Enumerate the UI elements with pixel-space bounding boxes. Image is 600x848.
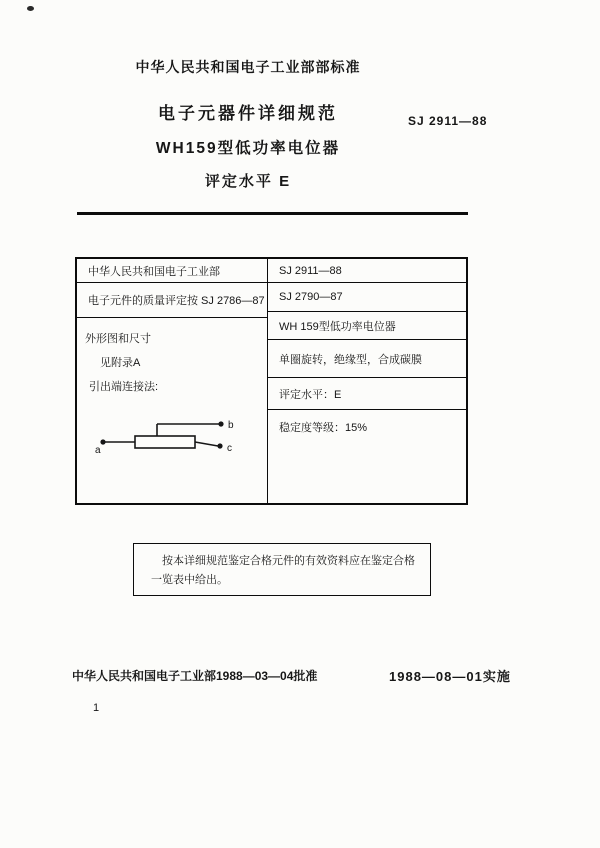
table-cell-construction: 单圈旋转，绝缘型，合成碳膜 bbox=[268, 340, 466, 378]
table-cell-assessment-level: 评定水平：E bbox=[268, 378, 466, 410]
table-cell-quality-assessment: 电子元件的质量评定按 SJ 2786—87 bbox=[77, 283, 267, 318]
outline-dimensions-label: 外形图和尺寸 bbox=[85, 333, 151, 345]
note-box bbox=[133, 543, 431, 596]
outline-appendix-label: 见附录A bbox=[100, 357, 141, 369]
doc-title-line1: 电子元器件详细规范 bbox=[158, 104, 338, 123]
terminal-b-label: b bbox=[228, 420, 234, 431]
terminal-b-dot bbox=[218, 421, 223, 426]
terminal-a-label: a bbox=[95, 445, 101, 456]
table-cell-stability-grade: 稳定度等级：15% bbox=[279, 422, 368, 434]
potentiometer-schematic bbox=[93, 408, 245, 462]
page-number: 1 bbox=[93, 702, 100, 714]
footer-implementation: 1988—08—01实施 bbox=[389, 669, 511, 684]
standard-number: SJ 2911—88 bbox=[408, 114, 488, 128]
terminal-c-dot bbox=[217, 443, 222, 448]
table-cell-outline bbox=[77, 318, 267, 503]
scan-artifact bbox=[27, 6, 34, 11]
note-line1: 按本详细规范鉴定合格元件的有效资料应在鉴定合格 bbox=[162, 555, 415, 567]
table-cell-org: 中华人民共和国电子工业部 bbox=[77, 259, 267, 283]
terminal-c-label: c bbox=[227, 443, 232, 454]
table-cell-standard-no: SJ 2911—88 bbox=[268, 259, 466, 283]
spec-table-right-column bbox=[268, 259, 466, 503]
resistor-body bbox=[135, 436, 195, 448]
header-rule bbox=[77, 212, 468, 215]
doc-title-line2: WH159型低功率电位器 bbox=[155, 140, 341, 157]
table-cell-ref-standard: SJ 2790—87 bbox=[268, 283, 466, 312]
doc-title-line3: 评定水平 E bbox=[204, 173, 292, 190]
header-org: 中华人民共和国电子工业部部标准 bbox=[135, 59, 361, 75]
lead-c-wire bbox=[195, 442, 218, 446]
note-line2: 一览表中给出。 bbox=[151, 574, 228, 586]
footer-approval: 中华人民共和国电子工业部1988—03—04批准 bbox=[72, 669, 318, 683]
outline-terminal-connection-label: 引出端连接法: bbox=[89, 381, 159, 393]
spec-table bbox=[75, 257, 468, 505]
spec-table-left-column bbox=[77, 259, 268, 503]
table-cell-product-name: WH 159型低功率电位器 bbox=[268, 312, 466, 340]
